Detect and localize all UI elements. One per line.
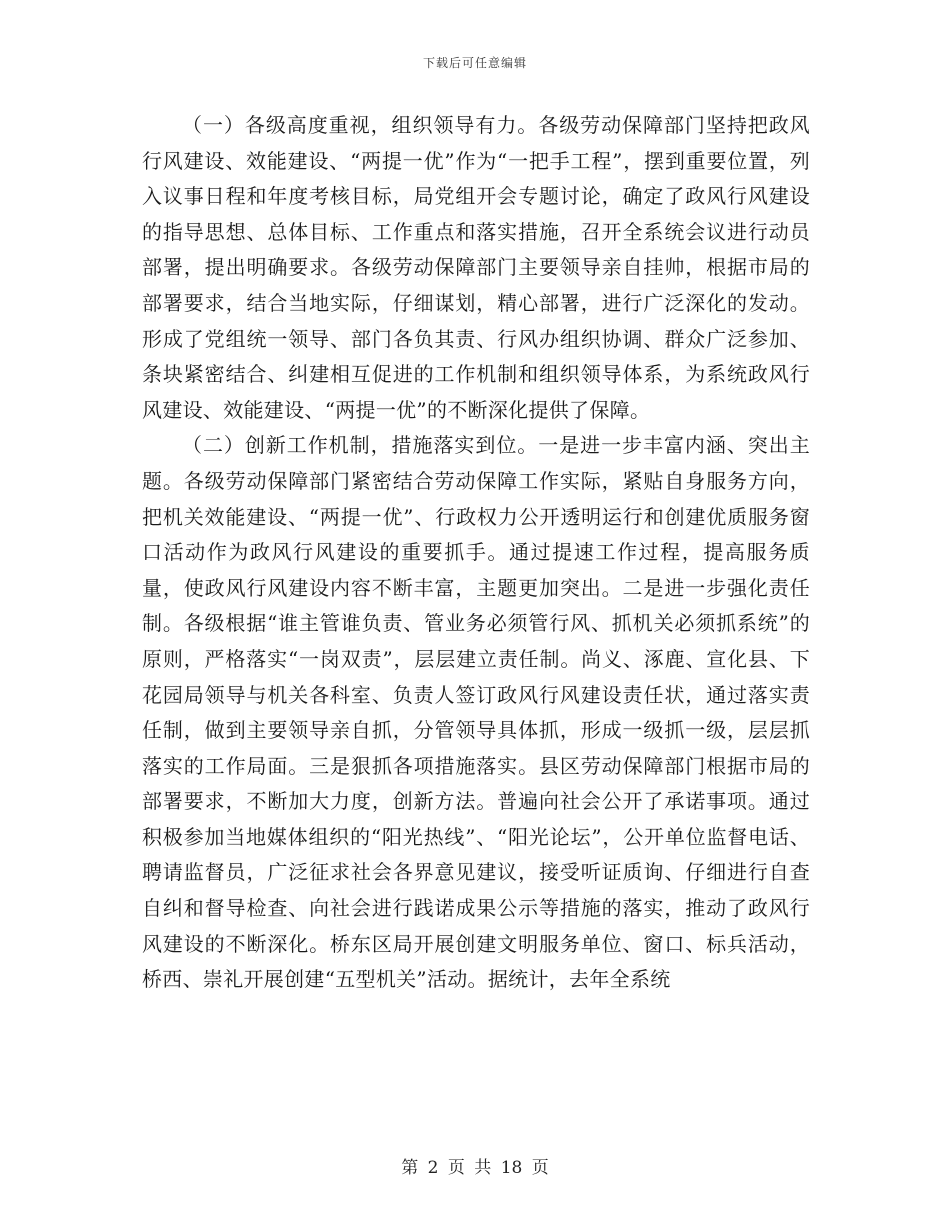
paragraph-1: （一）各级高度重视，组织领导有力。各级劳动保障部门坚持把政风行风建设、效能建设、“两提一优”作为“一把手工程”，摆到重要位置，列入议事日程和年度考核目标，局党组开会专题讨论，确定了政风行风建设的指导思想、总体目标、工作重点和落实措施，召开全系统会议进行动员部署，提出明确要求。各级劳动保障部门主要领导亲自挂帅，根据市局的部署要求，结合当地实际，仔细谋划，精心部署，进行广泛深化的发动。形成了党组统一领导、部门各负其责、行风办组织协调、群众广泛参加、条块紧密结合、纠建相互促进的工作机制和组织领导体系，为系统政风行风建设、效能建设、“两提一优”的不断深化提供了保障。 <box>142 113 810 422</box>
document-body <box>142 108 810 998</box>
page-header: 下载后可任意编辑 <box>422 56 527 70</box>
paragraph-2: （二）创新工作机制，措施落实到位。一是进一步丰富内涵、突出主题。各级劳动保障部门紧密结合劳动保障工作实际，紧贴自身服务方向，把机关效能建设、“两提一优”、行政权力公开透明运行和创建优质服务窗口活动作为政风行风建设的重要抓手。通过提速工作过程，提高服务质量，使政风行风建设内容不断丰富，主题更加突出。二是进一步强化责任制。各级根据“谁主管谁负责、管业务必须管行风、抓机关必须抓系统”的原则，严格落实“一岗双责”，层层建立责任制。尚义、涿鹿、宣化县、下花园局领导与机关各科室、负责人签订政风行风建设责任状，通过落实责任制，做到主要领导亲自抓，分管领导具体抓，形成一级抓一级，层层抓落实的工作局面。三是狠抓各项措施落实。县区劳动保障部门根据市局的部署要求，不断加大力度，创新方法。普遍向社会公开了承诺事项。通过积极参加当地媒体组织的“阳光热线”、“阳光论坛”，公开单位监督电话、聘请监督员，广泛征求社会各界意见建议，接受听证质询、仔细进行自查自纠和督导检查、向社会进行践诺成果公示等措施的落实，推动了政风行风建设的不断深化。桥东区局开展创建文明服务单位、窗口、标兵活动，桥西、崇礼开展创建“五型机关”活动。据统计，去年全系统 <box>142 433 810 992</box>
page-number-footer: 第 2 页 共 18 页 <box>401 1158 549 1178</box>
